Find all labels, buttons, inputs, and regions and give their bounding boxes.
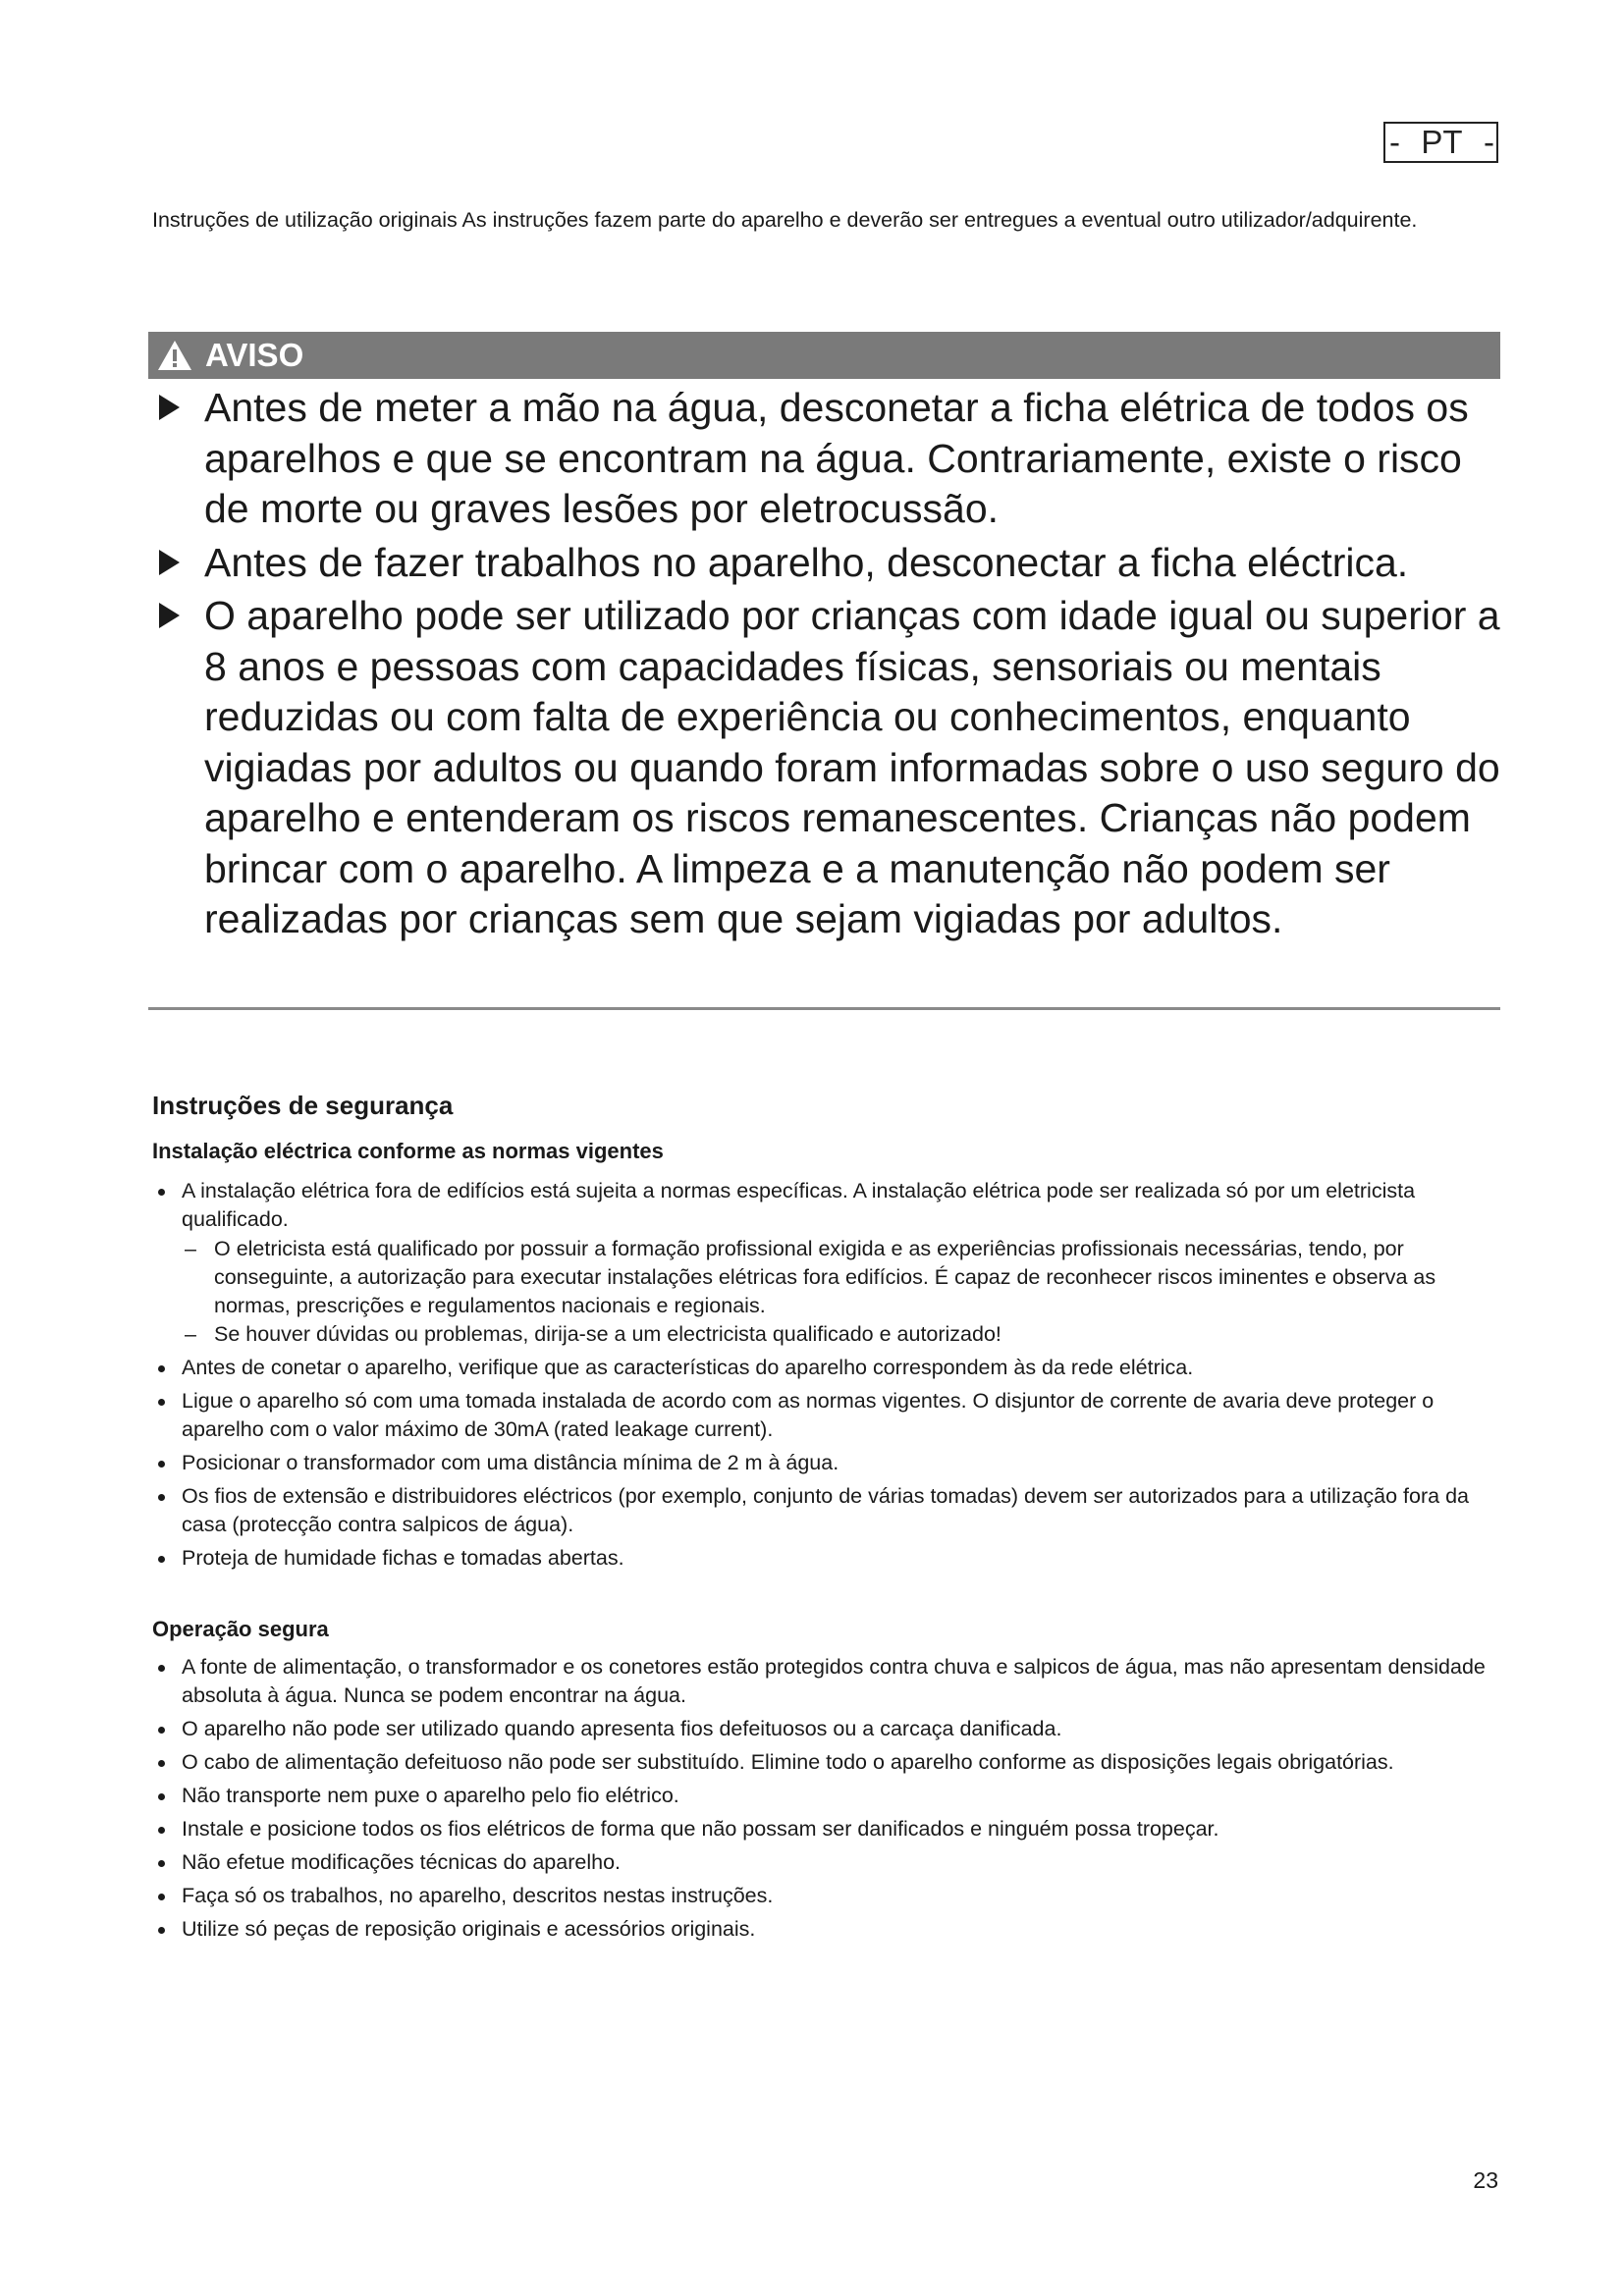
sub-list — [182, 1235, 1497, 1349]
warning-list — [148, 383, 1500, 948]
operation-subtitle: Operação segura — [152, 1617, 329, 1641]
warning-item — [148, 591, 1500, 945]
lang-label: PT — [1421, 124, 1463, 160]
list-item — [152, 1815, 1497, 1843]
dot-bullet-icon — [158, 1727, 165, 1734]
electrical-list — [152, 1177, 1497, 1577]
list-item-text: A instalação elétrica fora de edifícios está sujeita a normas específicas. A instalação elétrica pode ser realizada só por um eletricista qualificado. — [182, 1179, 1416, 1231]
triangle-bullet-icon — [159, 395, 180, 420]
list-item — [152, 1882, 1497, 1910]
sub-list-item — [182, 1235, 1497, 1320]
list-item-text: O cabo de alimentação defeituoso não pode ser substituído. Elimine todo o aparelho conforme as disposições legais obrigatórias. — [182, 1750, 1394, 1774]
dash-bullet: – — [185, 1237, 196, 1260]
dot-bullet-icon — [158, 1793, 165, 1800]
sub-list-item-text: Se houver dúvidas ou problemas, dirija-se a um electricista qualificado e autorizado! — [214, 1322, 1001, 1346]
list-item-text: Instale e posicione todos os fios elétricos de forma que não possam ser danificados e ninguém possa tropeçar. — [182, 1817, 1219, 1841]
list-item — [152, 1653, 1497, 1710]
list-item — [152, 1387, 1497, 1444]
safety-section-title: Instruções de segurança — [152, 1091, 454, 1120]
dot-bullet-icon — [158, 1399, 165, 1406]
dot-bullet-icon — [158, 1365, 165, 1372]
dot-bullet-icon — [158, 1494, 165, 1501]
warning-divider — [148, 1007, 1500, 1010]
sub-list-item — [182, 1320, 1497, 1349]
warning-item-text: O aparelho pode ser utilizado por crianças com idade igual ou superior a 8 anos e pessoas com capacidades físicas, sensoriais ou mentais reduzidas ou com falta de experiência ou conhecimentos, enquanto vigiadas por adultos ou quando foram informadas sobre o uso seguro do aparelho e entenderam os riscos remanescentes. Crianças não podem brincar com o aparelho. A limpeza e a manutenção não podem ser realizadas por crianças sem que sejam vigiadas por adultos. — [204, 593, 1500, 941]
list-item — [152, 1482, 1497, 1539]
warning-item-text: Antes de fazer trabalhos no aparelho, desconectar a ficha eléctrica. — [204, 539, 1409, 585]
list-item — [152, 1544, 1497, 1573]
warning-item — [148, 538, 1500, 589]
warning-header — [148, 332, 1500, 379]
sub-list-item-text: O eletricista está qualificado por possuir a formação profissional exigida e as experiências profissionais necessárias, tendo, por conseguinte, a autorização para executar instalações elétricas fora edifícios. É capaz de reconhecer riscos iminentes e observa as normas, prescrições e regulamentos nacionais e regionais. — [214, 1237, 1436, 1317]
intro-text: Instruções de utilização originais As instruções fazem parte do aparelho e deverão ser entregues a eventual outro utilizador/adquirente. — [152, 208, 1418, 232]
operation-list — [152, 1653, 1497, 1949]
lang-dash-left: - — [1389, 124, 1400, 160]
dot-bullet-icon — [158, 1927, 165, 1934]
triangle-bullet-icon — [159, 550, 180, 575]
list-item-text: Ligue o aparelho só com uma tomada instalada de acordo com as normas vigentes. O disjuntor de corrente de avaria deve proteger o aparelho com o valor máximo de 30mA (rated leakage current). — [182, 1389, 1435, 1441]
list-item-text: Faça só os trabalhos, no aparelho, descritos nestas instruções. — [182, 1884, 774, 1907]
dot-bullet-icon — [158, 1860, 165, 1867]
list-item — [152, 1848, 1497, 1877]
warning-title: AVISO — [205, 337, 304, 373]
list-item — [152, 1915, 1497, 1944]
warning-item — [148, 383, 1500, 535]
dot-bullet-icon — [158, 1827, 165, 1834]
list-item-text: O aparelho não pode ser utilizado quando apresenta fios defeituosos ou a carcaça danificada. — [182, 1717, 1062, 1740]
list-item — [152, 1177, 1497, 1349]
list-item — [152, 1782, 1497, 1810]
list-item — [152, 1715, 1497, 1743]
list-item — [152, 1449, 1497, 1477]
dot-bullet-icon — [158, 1760, 165, 1767]
list-item-text: Os fios de extensão e distribuidores eléctricos (por exemplo, conjunto de várias tomadas) devem ser autorizados para a utilização fora da casa (protecção contra salpicos de água). — [182, 1484, 1469, 1536]
list-item-text: Antes de conetar o aparelho, verifique que as características do aparelho correspondem às da rede elétrica. — [182, 1356, 1194, 1379]
language-tag — [1383, 122, 1498, 163]
page-number: 23 — [1473, 2167, 1498, 2193]
dash-bullet: – — [185, 1322, 196, 1346]
list-item-text: Proteja de humidade fichas e tomadas abertas. — [182, 1546, 624, 1570]
electrical-subtitle: Instalação eléctrica conforme as normas vigentes — [152, 1139, 664, 1163]
dot-bullet-icon — [158, 1189, 165, 1196]
list-item — [152, 1748, 1497, 1777]
warning-item-text: Antes de meter a mão na água, desconetar a ficha elétrica de todos os aparelhos e que se encontram na água. Contrariamente, existe o risco de morte ou graves lesões por eletrocussão. — [204, 385, 1469, 531]
dot-bullet-icon — [158, 1461, 165, 1468]
list-item-text: Utilize só peças de reposição originais e acessórios originais. — [182, 1917, 756, 1941]
dot-bullet-icon — [158, 1894, 165, 1900]
dot-bullet-icon — [158, 1556, 165, 1563]
list-item-text: A fonte de alimentação, o transformador e os conetores estão protegidos contra chuva e salpicos de água, mas não apresentam densidade absoluta à água. Nunca se podem encontrar na água. — [182, 1655, 1486, 1707]
warning-triangle-icon — [156, 339, 193, 372]
triangle-bullet-icon — [159, 603, 180, 628]
list-item-text: Posicionar o transformador com uma distância mínima de 2 m à água. — [182, 1451, 839, 1474]
list-item-text: Não transporte nem puxe o aparelho pelo fio elétrico. — [182, 1784, 679, 1807]
list-item-text: Não efetue modificações técnicas do aparelho. — [182, 1850, 621, 1874]
list-item — [152, 1354, 1497, 1382]
dot-bullet-icon — [158, 1665, 165, 1672]
lang-dash-right: - — [1484, 124, 1494, 160]
